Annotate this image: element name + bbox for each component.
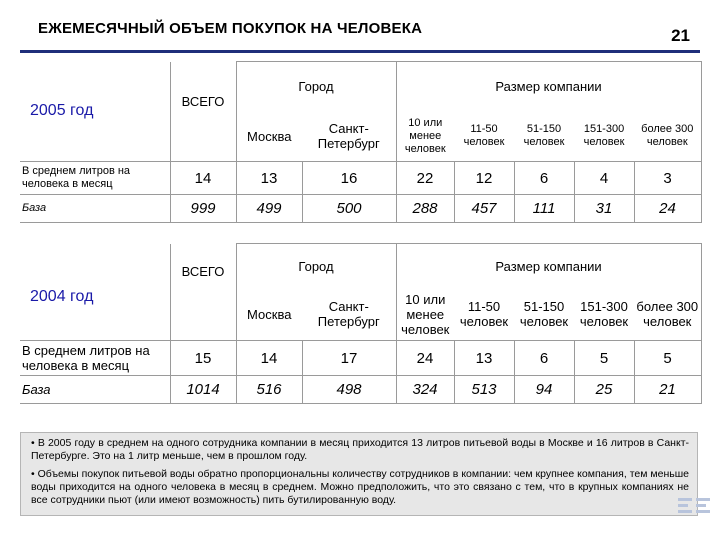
table-row [20,195,701,223]
row-label: В среднем литров на человека в месяц [20,162,170,195]
note-1: • В 2005 году в среднем на одного сотрудника компании в месяц приходится 13 литров питьевой воды в Москве и 16 литров в Санкт-Петербурге. Это на 1 литр меньше, чем в прошлом году. [31,437,689,462]
cell-value: 14 [236,341,302,376]
col-size-300plus: более 300 человек [634,112,701,162]
cell-value: 25 [574,376,634,404]
col-spb: Санкт-Петербург [317,121,380,152]
row-label: База [20,195,170,223]
cell-value: 3 [634,162,701,195]
col-size-11-50: 11-50 человек [463,123,505,149]
row-label: В среднем литров на человека в месяц [20,341,170,376]
table-row [20,376,701,404]
year-label: 2005 год [30,102,94,120]
col-size-51-150: 51-150 человек [523,123,565,149]
cell-value: 457 [454,195,514,223]
col-moscow: Москва [236,112,302,162]
col-size-11-50: 11-50 человек [459,299,509,330]
cell-value: 24 [396,341,454,376]
cell-value: 4 [574,162,634,195]
cell-value: 6 [514,162,574,195]
cell-value: 324 [396,376,454,404]
page-number: 21 [671,26,690,45]
cell-value: 498 [302,376,396,404]
total-header: ВСЕГО [170,244,236,341]
cell-value: 24 [634,195,701,223]
col-moscow: Москва [236,289,302,341]
year-label: 2004 год [30,287,94,305]
cell-value: 22 [396,162,454,195]
cell-value: 16 [302,162,396,195]
cell-value: 516 [236,376,302,404]
company-logo-icon [676,496,712,516]
group-city: Город [236,62,396,112]
cell-value: 13 [454,341,514,376]
cell-total: 1014 [170,376,236,404]
col-size-51-150: 51-150 человек [519,299,569,330]
row-label: База [20,376,170,404]
cell-value: 31 [574,195,634,223]
cell-value: 111 [514,195,574,223]
col-spb: Санкт-Петербург [317,299,380,330]
cell-value: 12 [454,162,514,195]
page-title: ЕЖЕМЕСЯЧНЫЙ ОБЪЕМ ПОКУПОК НА ЧЕЛОВЕКА [38,20,423,37]
note-2: • Объемы покупок питьевой воды обратно пропорциональны количеству сотрудников в компании: чем крупнее компания, тем меньше воды приходится на одного человека в месяц в среднем. Можно предположить, что это связано с тем, что в крупных компаниях не все сотрудники пьют (или имеют возможность) пить бутилированную воду. [31,468,689,506]
cell-value: 500 [302,195,396,223]
cell-value: 499 [236,195,302,223]
cell-value: 513 [454,376,514,404]
cell-value: 17 [302,341,396,376]
cell-total: 14 [170,162,236,195]
total-header: ВСЕГО [170,62,236,162]
col-size-10: 10 или менее человек [396,112,454,162]
col-size-151-300: 151-300 человек [583,123,625,149]
cell-total: 999 [170,195,236,223]
table-2004 [20,243,701,404]
group-company-size: Размер компании [396,62,701,112]
notes-box [20,432,698,516]
cell-value: 13 [236,162,302,195]
table-2005 [20,61,701,223]
cell-value: 21 [634,376,701,404]
cell-value: 5 [574,341,634,376]
col-size-10: 10 или менее человек [396,289,454,341]
cell-value: 5 [634,341,701,376]
cell-value: 94 [514,376,574,404]
cell-value: 6 [514,341,574,376]
table-row [20,341,701,376]
col-size-300plus: более 300 человек [634,289,701,341]
header-rule [20,50,700,53]
group-city: Город [236,244,396,289]
cell-value: 288 [396,195,454,223]
group-company-size: Размер компании [396,244,701,289]
table-row [20,162,701,195]
cell-total: 15 [170,341,236,376]
col-size-151-300: 151-300 человек [579,299,629,330]
